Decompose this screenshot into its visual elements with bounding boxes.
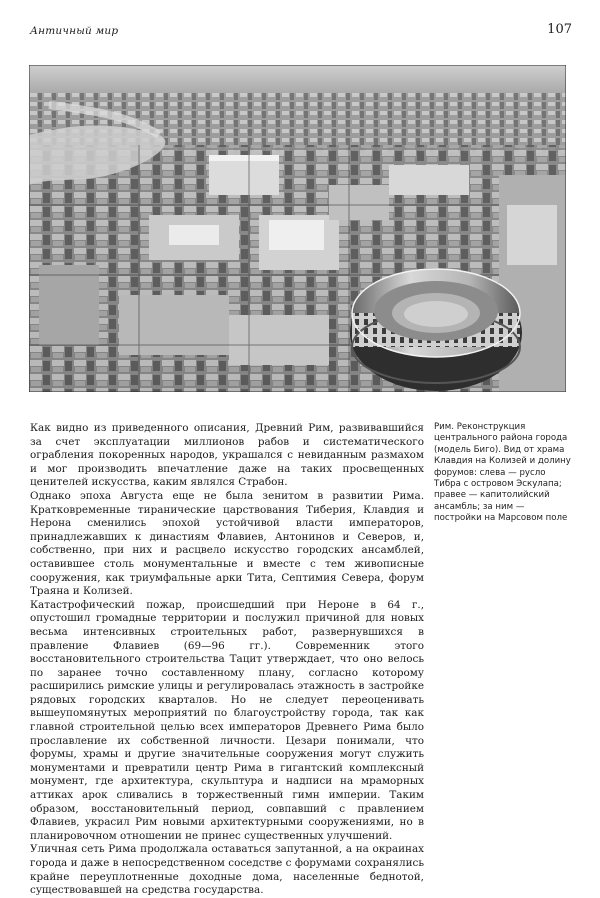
body-paragraph-1: Как видно из приведенного описания, Древний Рим, развивавшийся за счет эксплуатации миллионов рабов и систематического ограбления покоренных народов, украшался с невиданным размахом и мог производить впечатление даже на таких просвещенных ценителей искусства, каким являлся Страбон. bbox=[30, 422, 424, 489]
page-number: 107 bbox=[547, 22, 572, 37]
body-paragraph-4: Уличная сеть Рима продолжала оставаться запутанной, а на окраинах города и даже в непосредственном соседстве с форумами сохранялись крайне переуплотненные доходные дома, населенные беднотой, существовавшей на средства государства. bbox=[30, 843, 424, 897]
rome-city-model-photo-icon bbox=[29, 65, 566, 392]
photo-caption: Рим. Реконструкция центрального района города (модель Биго). Вид от храма Клавдия на Колизей и долину форумов: слева — русло Тибра с островом Эскулапа; правее — капитолийский ансамбль; за ним — постройки на Марсовом поле bbox=[434, 422, 571, 524]
rome-model-photo bbox=[29, 65, 566, 392]
main-body-text bbox=[30, 422, 424, 898]
running-header-section: Античный мир bbox=[30, 25, 119, 37]
body-paragraph-3: Катастрофический пожар, происшедший при Нероне в 64 г., опустошил громадные территории и послужил причиной для новых весьма интенсивных строительных работ, развернувшихся в правление Флавиев (69—96 гг.). Современник этого восстановительного строительства Тацит утверждает, что оно велось по заранее точно составленному плану, согласно которому расширились римские улицы и регулировалась этажность в застройке рядовых городских кварталов. Но не следует переоценивать вышеупомянутых мероприятий по благоустройству города, так как главной строительной целью всех императоров Древнего Рима было прославление их собственной личности. Цезари понимали, что форумы, храмы и другие значительные сооружения могут служить монументами и превратили центр Рима в гигантский комплексный монумент, где архитектура, скульптура и надписи на мраморных аттиках арок сливались в торжественный гимн империи. Таким образом, восстановительный период, совпавший с правлением Флавиев, украсил Рим новыми архитектурными сооружениями, но в планировочном отношении не принес существенных улучшений. bbox=[30, 598, 424, 842]
body-paragraph-2: Однако эпоха Августа еще не была зенитом в развитии Рима. Кратковременные тиранические царствования Тиберия, Клавдия и Нерона сменились эпохой устойчивой власти императоров, принадлежавших к династиям Флавиев, Антонинов и Северов, и, собственно, при них и расцвело искусство городских ансамблей, оставившее столь монументальные и вместе с тем живописные сооружения, как триумфальные арки Тита, Септимия Севера, форум Траяна и Колизей. bbox=[30, 489, 424, 598]
